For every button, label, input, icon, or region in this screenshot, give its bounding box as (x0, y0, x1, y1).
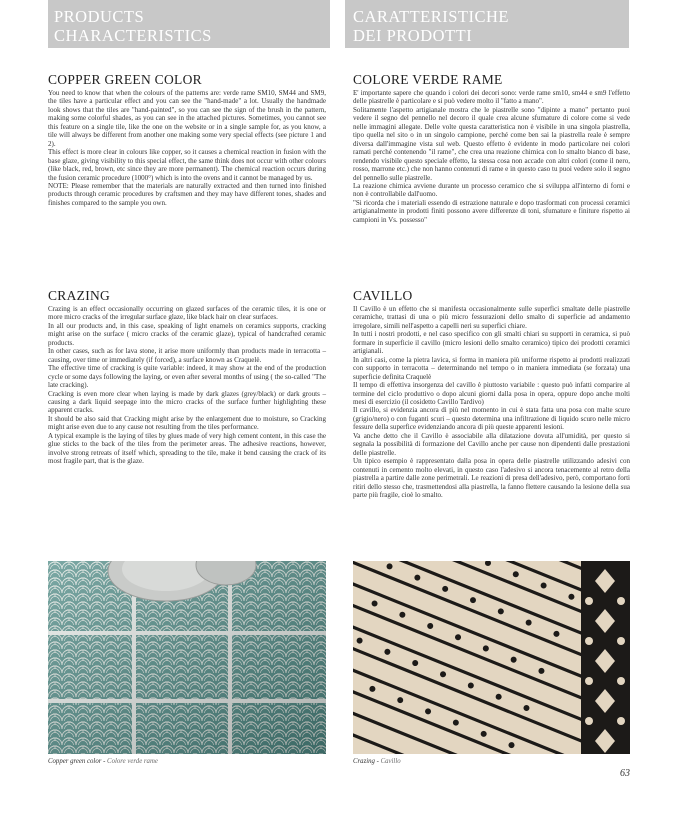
header-left-title (54, 7, 212, 45)
crazing-en-p4: The effective time of cracking is quite variable: indeed, it may show at the end of the production cycle or some days following the laying, or even after several months of using ( the so-called "The late cracking). (48, 364, 327, 390)
header-left-line1: PRODUCTS (54, 7, 145, 26)
copper-title-it: COLORE VERDE RAME (353, 72, 503, 87)
copper-it-p1: E' importante sapere che quando i colori dei decori sono: verde rame sm10, sm44 e sm9 l'effetto delle piastrelle è particolare e si può vedere molto il "fatto a mano". (353, 89, 630, 106)
caption-right-it: Cavillo (380, 758, 401, 765)
crazing-en-p6: It should be also said that Cracking might arise by the enlargement due to moisture, so Cracking might arise even due to any cause not resulting from the tiles performance. (48, 414, 326, 432)
caption-left-en: Copper green color (48, 758, 102, 765)
crazing-it-p7: Un tipico esempio è rappresentato dalla posa in opera delle piastrelle utilizzando adesivi con contenuti in cemento molto elevati, in questo caso l'adesivo si ancora tenacemente al retro della piastrella a partire dalle zone perimetrali. Le reazioni di presa dell'adesivo, però, comportano forti ritiri dello stesso che, trasmettendosi alla piastrella, la fanno flettere causando la lesione della sua parte più fragile, cioè lo smalto. (353, 457, 630, 499)
copper-en-p1: You need to know that when the colours of the patterns are: verde rame SM10, SM44 and SM9, the tiles have a particular effect and you can see the "hand-made" a lot. Usually the handmade look shows that the tiles are "hand-painted", so you can see the sign of the brush in the pattern, making some colorful shades, as you can see in the attached pictures. Sometimes, you cannot see this feature on a single tile, like the one on the website or in a single sample for, as you know, a tile will always be different from another one making some very special effects (see picture 1 and 2). (48, 89, 326, 148)
header-right-line2: DEI PRODOTTI (353, 26, 473, 45)
copper-text-it (353, 89, 630, 224)
copper-green-tiles-image (48, 561, 326, 754)
copper-it-p4: "Si ricorda che i materiali essendo di estrazione naturale e dopo trasformati con processi ceramici artigianalmente in prodotti finiti possono avere differenze di toni, sfumature e finiture rispetto ai campioni in Vs. possesso" (353, 198, 630, 224)
copper-en-p2: This effect is more clear in colours like copper, so it causes a chemical reaction in fusion with the base glaze, giving visibility to this special effect, the same think does not occur with other colours (like black, red, brown, etc since they are more permanent). The chemical reaction occurs during the fusion ceramic procedure (1000°) which is into the ovens and it cannot be managed by us. (48, 148, 326, 182)
caption-right-sep: - (374, 758, 381, 765)
crazing-text-it (353, 305, 630, 499)
copper-green-tiles-photo (48, 561, 326, 754)
crazing-en-p5: Cracking is even more clear when laying is made by dark glazes (grey/black) or dark grouts – causing a dark liquid seepage into the micro cracks of the surface further highlighting these apparent cracks. (48, 389, 326, 415)
crazing-it-p3: In altri casi, come la pietra lavica, si forma in maniera più uniforme rispetto ai prodotti realizzati con supporto in terracotta – determinando nel tempo o in maniera immediata (se forzata) una superficie definita Craquelè (353, 355, 630, 381)
caption-right (353, 758, 401, 765)
header-right-line1: CARATTERISTICHE (353, 7, 509, 26)
caption-left (48, 758, 158, 765)
crazing-it-p2: In tutti i nostri prodotti, e nel caso specifico con gli smalti chiari su supporti in ceramica, si può formare in superficie il cavillo (micro lesioni dello smalto ceramico) tipico dei prodotti ceramici artigianali. (353, 330, 630, 356)
crazing-title-en: CRAZING (48, 288, 111, 303)
caption-left-it: Colore verde rame (107, 758, 158, 765)
crazing-image (353, 561, 630, 754)
crazing-it-p5: Il cavillo, si evidenzia ancora di più nel momento in cui è stata fatta una posa con malte scure (grigio/nero) o con fuganti scuri – questo determina una infiltrazione di liquido scuro nelle micro fessure della superfice evidenziando ancora di più queste apparenti lesioni. (353, 406, 630, 432)
crazing-it-p1: Il Cavillo è un effetto che si manifesta occasionalmente sulle superfici smaltate delle piastrelle ceramiche, trattasi di una o più micro fessurazioni dello smalto di superficie ad andamento irregolare, simili nell'aspetto a capelli neri su superfici chiare. (353, 305, 630, 330)
copper-it-p2: Solitamente l'aspetto artigianale mostra che le piastrelle sono "dipinte a mano" pertanto puoi vedere il segno del pennello nel decoro il quale crea alcune sfumature di colore come si vede nelle immagini allegate. Delle volte questa caratteristica non è visibile in una singola piastrella, tipo quella nel sito o in un singolo campione, perché come ben sai la piastrella reale è sempre diversa dall'immagine vista sul web. Questo effetto è evidente in modo particolare nei colori ramati perché contenendo "il rame", che crea una reazione chimica con lo smalto bianco di base, rendendo visibile questo speciale effetto, la stessa cosa non accade con altri colori (come il nero, rosso, marrone etc.) che non hanno contenuti di rame e in questo caso tu puoi vedere solo il segno del pennello sulle piastrelle. (353, 105, 630, 182)
header-left-line2: CHARACTERISTICS (54, 26, 212, 45)
crazing-en-p3: In other cases, such as for lava stone, it arise more uniformly than products made in terracotta – causing, over time or immediately (if forced), a surface known as Craquelè. (48, 347, 326, 364)
crazing-en-p7: A typical example is the laying of tiles by glues made of very high cement content, in this case the glue sticks to the back of the tiles from the perimeter areas. The adhesive reactions, however, involve strong retreats of itself which, spreading to the tile, make it bend causing the crack of its most fragile part, that is the glaze. (48, 431, 326, 466)
header-right (345, 0, 629, 48)
crazing-it-p4: Il tempo di effettiva insorgenza del cavillo è piuttosto variabile : questo può infatti comparire al termine del ciclo produttivo o dopo alcuni giorni dalla posa in opera, oppure dopo anche molti mesi di esercizio (il cosidetto Cavillo Tardivo) (353, 381, 630, 406)
crazing-en-p1: Crazing is an effect occasionally occurring on glazed surfaces of the ceramic tiles, it is one or more micro cracks of the irregular surface glaze, like black hair on clear surfaces. (48, 305, 326, 322)
crazing-en-p2: In all our products and, in this case, speaking of light enamels on ceramics supports, cracking might arise on the surface ( micro cracks of the ceramic glaze), typical of handcrafted ceramic products. (48, 321, 326, 347)
crazing-title-it: CAVILLO (353, 288, 413, 303)
copper-en-p3: NOTE: Please remember that the materials are naturally extracted and then turned into finished products through ceramic procedures by craftsmen and they may have different tones, shades and finishes compared to the sample you own. (48, 181, 326, 207)
caption-left-sep: - (101, 758, 108, 765)
crazing-text-en (48, 305, 326, 466)
copper-text-en (48, 89, 326, 207)
copper-it-p3: La reazione chimica avviene durante un processo ceramico che si sviluppa all'interno di forni e non è controllabile dall'uomo. (353, 181, 630, 199)
crazing-it-p6: Va anche detto che il Cavillo è associabile alla dilatazione dovuta all'umidità, per questo si segnala la possibilità di formazione del Cavillo anche per cause non dipendenti dalle prestazioni delle piastrelle. (353, 431, 630, 457)
caption-right-en: Crazing (353, 758, 375, 765)
header-right-title (353, 7, 509, 45)
copper-title-en: COPPER GREEN COLOR (48, 72, 202, 87)
header-left (48, 0, 330, 48)
crazing-photo (353, 561, 630, 754)
page-number: 63 (620, 768, 630, 779)
